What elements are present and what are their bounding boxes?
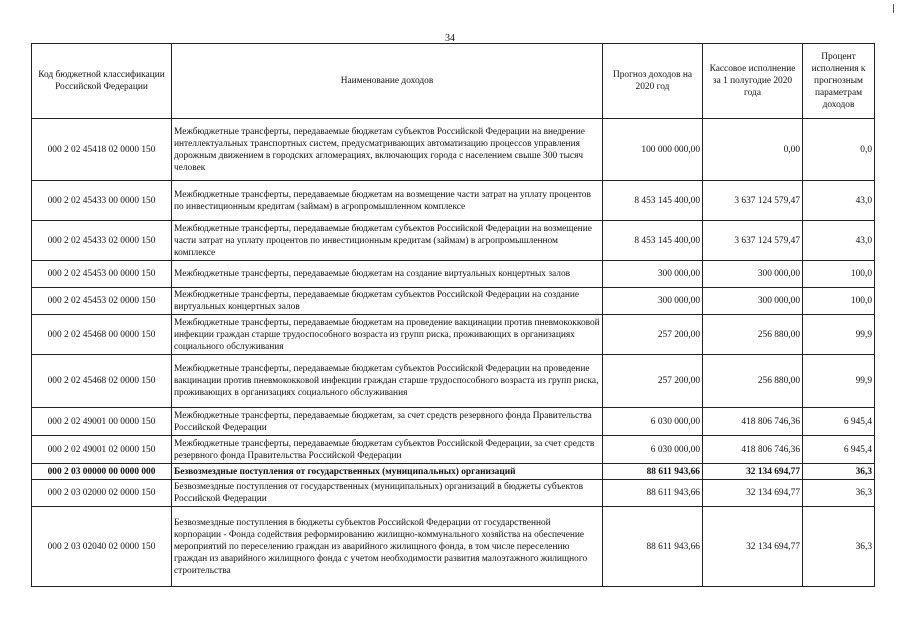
cell-percent: 6 945,4	[803, 436, 875, 464]
table-row	[32, 315, 875, 355]
cell-name: Межбюджетные трансферты, передаваемые бюджетам на возмещение части затрат на уплату процентов по инвестиционным кредитам (займам) в агропромышленном комплексе	[172, 181, 603, 221]
header-actual: Кассовое исполнение за 1 полугодие 2020 года	[703, 44, 803, 119]
cell-code: 000 2 02 45468 02 0000 150	[32, 355, 172, 408]
cell-name: Межбюджетные трансферты, передаваемые бюджетам на проведение вакцинации против пневмококковой инфекции граждан старше трудоспособного возраста из групп риска, проживающих в организациях социального обслуживания	[172, 315, 603, 355]
table-row	[32, 221, 875, 261]
cell-name: Межбюджетные трансферты, передаваемые бюджетам субъектов Российской Федерации на проведение вакцинации против пневмококковой инфекции граждан старше трудоспособного возраста из групп риска, проживающих в организациях социального обслуживания	[172, 355, 603, 408]
cell-forecast: 6 030 000,00	[603, 408, 703, 436]
cell-percent: 43,0	[803, 221, 875, 261]
cell-actual: 32 134 694,77	[703, 464, 803, 480]
cell-name: Межбюджетные трансферты, передаваемые бюджетам, за счет средств резервного фонда Правительства Российской Федерации	[172, 408, 603, 436]
table-row	[32, 355, 875, 408]
page-edge-mark	[893, 4, 894, 13]
cell-percent: 43,0	[803, 181, 875, 221]
cell-code: 000 2 03 00000 00 0000 000	[32, 464, 172, 480]
cell-name: Безвозмездные поступления от государственных (муниципальных) организаций в бюджеты субъектов Российской Федерации	[172, 480, 603, 507]
table-row	[32, 261, 875, 288]
cell-code: 000 2 02 45453 00 0000 150	[32, 261, 172, 288]
cell-name: Межбюджетные трансферты, передаваемые бюджетам субъектов Российской Федерации на создание виртуальных концертных залов	[172, 288, 603, 315]
cell-forecast: 257 200,00	[603, 315, 703, 355]
cell-forecast: 100 000 000,00	[603, 119, 703, 181]
cell-code: 000 2 02 49001 00 0000 150	[32, 408, 172, 436]
table-row	[32, 181, 875, 221]
revenue-table	[31, 43, 875, 587]
cell-code: 000 2 02 45433 02 0000 150	[32, 221, 172, 261]
table-row	[32, 480, 875, 507]
table-row	[32, 408, 875, 436]
cell-percent: 100,0	[803, 288, 875, 315]
cell-actual: 3 637 124 579,47	[703, 221, 803, 261]
header-percent: Процент исполнения к прогнозным параметрам доходов	[803, 44, 875, 119]
cell-percent: 99,9	[803, 355, 875, 408]
cell-actual: 256 880,00	[703, 355, 803, 408]
cell-code: 000 2 02 45418 02 0000 150	[32, 119, 172, 181]
cell-actual: 32 134 694,77	[703, 480, 803, 507]
cell-code: 000 2 03 02000 02 0000 150	[32, 480, 172, 507]
table-row	[32, 119, 875, 181]
cell-forecast: 8 453 145 400,00	[603, 181, 703, 221]
cell-percent: 36,3	[803, 480, 875, 507]
header-code: Код бюджетной классификации Российской Федерации	[32, 44, 172, 119]
cell-percent: 99,9	[803, 315, 875, 355]
cell-name: Безвозмездные поступления от государственных (муниципальных) организаций	[172, 464, 603, 480]
cell-forecast: 88 611 943,66	[603, 507, 703, 587]
cell-code: 000 2 02 49001 02 0000 150	[32, 436, 172, 464]
cell-name: Межбюджетные трансферты, передаваемые бюджетам субъектов Российской Федерации на внедрение интеллектуальных транспортных систем, предусматривающих автоматизацию процессов управления дорожным движением в городских агломерациях, включающих города с населением свыше 300 тысяч человек	[172, 119, 603, 181]
cell-name: Межбюджетные трансферты, передаваемые бюджетам на создание виртуальных концертных залов	[172, 261, 603, 288]
cell-code: 000 2 02 45453 02 0000 150	[32, 288, 172, 315]
cell-name: Межбюджетные трансферты, передаваемые бюджетам субъектов Российской Федерации на возмещение части затрат на уплату процентов по инвестиционным кредитам (займам) в агропромышленном комплексе	[172, 221, 603, 261]
cell-forecast: 300 000,00	[603, 261, 703, 288]
cell-forecast: 300 000,00	[603, 288, 703, 315]
table-header-row	[32, 44, 875, 119]
header-forecast: Прогноз доходов на 2020 год	[603, 44, 703, 119]
cell-name: Безвозмездные поступления в бюджеты субъектов Российской Федерации от государственной корпорации - Фонда содействия реформированию жилищно-коммунального хозяйства на обеспечение мероприятий по переселению граждан из аварийного жилищного фонда, в том числе переселению граждан из аварийного жилищного фонда с учетом необходимости развития малоэтажного жилищного строительства	[172, 507, 603, 587]
table-row-group-total	[32, 464, 875, 480]
table-row	[32, 507, 875, 587]
cell-actual: 3 637 124 579,47	[703, 181, 803, 221]
cell-actual: 0,00	[703, 119, 803, 181]
cell-code: 000 2 02 45433 00 0000 150	[32, 181, 172, 221]
table-row	[32, 436, 875, 464]
cell-code: 000 2 02 45468 00 0000 150	[32, 315, 172, 355]
cell-forecast: 6 030 000,00	[603, 436, 703, 464]
cell-actual: 256 880,00	[703, 315, 803, 355]
cell-actual: 418 806 746,36	[703, 408, 803, 436]
header-name: Наименование доходов	[172, 44, 603, 119]
cell-actual: 32 134 694,77	[703, 507, 803, 587]
cell-percent: 100,0	[803, 261, 875, 288]
cell-code: 000 2 03 02040 02 0000 150	[32, 507, 172, 587]
cell-actual: 300 000,00	[703, 261, 803, 288]
cell-actual: 300 000,00	[703, 288, 803, 315]
cell-forecast: 88 611 943,66	[603, 480, 703, 507]
cell-percent: 36,3	[803, 464, 875, 480]
cell-forecast: 8 453 145 400,00	[603, 221, 703, 261]
table-row	[32, 288, 875, 315]
cell-name: Межбюджетные трансферты, передаваемые бюджетам субъектов Российской Федерации, за счет средств резервного фонда Правительства Российской Федерации	[172, 436, 603, 464]
cell-percent: 0,0	[803, 119, 875, 181]
cell-forecast: 88 611 943,66	[603, 464, 703, 480]
cell-actual: 418 806 746,36	[703, 436, 803, 464]
cell-forecast: 257 200,00	[603, 355, 703, 408]
page-number: 34	[445, 33, 455, 44]
cell-percent: 36,3	[803, 507, 875, 587]
cell-percent: 6 945,4	[803, 408, 875, 436]
